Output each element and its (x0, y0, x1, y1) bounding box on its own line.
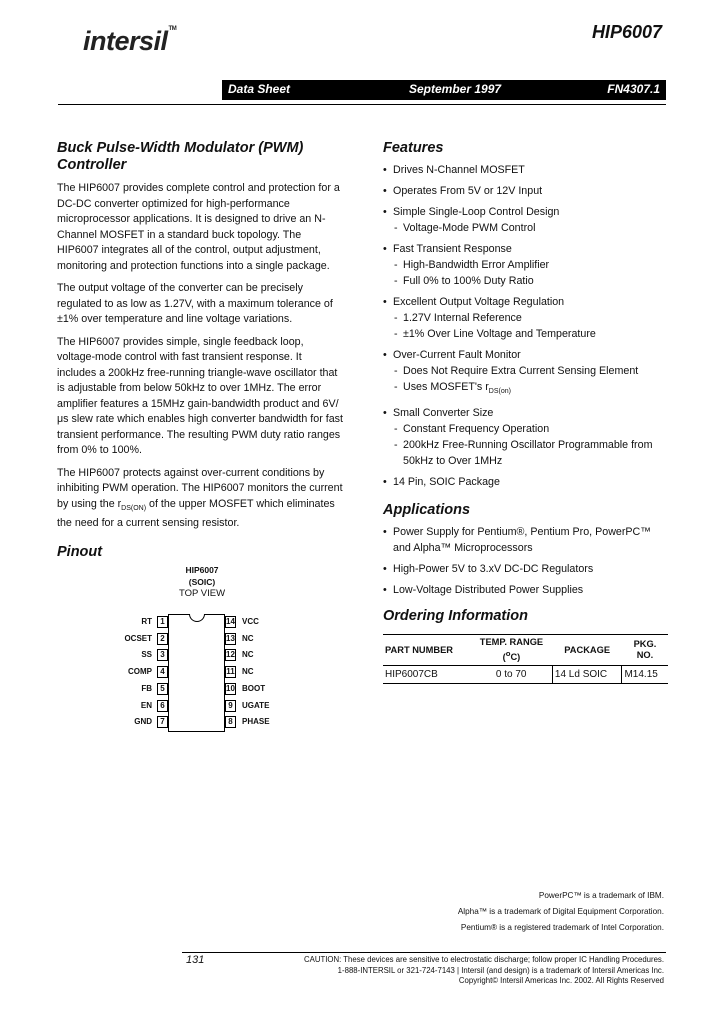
col-temp-range (471, 635, 553, 666)
pin-label: SS (141, 649, 152, 659)
list-item (383, 405, 668, 469)
feature-text: Simple Single-Loop Control Design (393, 206, 560, 218)
table-header-row (383, 635, 668, 666)
pin-label: VCC (242, 616, 259, 626)
paragraph-2: The output voltage of the converter can be precisely regulated to as low as 1.27V, with a maximum tolerance of ±1% over temperature and line voltage variations. (57, 282, 333, 325)
paragraph-4 (57, 466, 343, 532)
data-sheet-label: Data Sheet (228, 82, 291, 96)
pin-row-5 (57, 683, 266, 695)
feature-text: 14 Pin, SOIC Package (393, 476, 500, 489)
pinout-diagram (57, 564, 343, 734)
cell-pkg-no: M14.15 (622, 666, 668, 684)
pkg-label-a: PKG. (633, 639, 657, 650)
feature-subitem: - ±1% Over Line Voltage and Temperature (393, 326, 668, 342)
pin-number: 4 (157, 666, 168, 678)
feature-subitem: - Voltage-Mode PWM Control (393, 220, 668, 236)
list-item: • Power Supply for Pentium®, Pentium Pro, PowerPC™ and Alpha™ Microprocessors (383, 524, 668, 556)
features-list (383, 162, 668, 490)
pin-label: NC (242, 649, 254, 659)
pin-number: 14 (226, 616, 235, 626)
left-column (57, 140, 343, 734)
pin-row-1 (57, 616, 257, 628)
caution-line: CAUTION: These devices are sensitive to electrostatic discharge; follow proper IC Handling Procedures. (304, 955, 664, 964)
pin-label: COMP (128, 666, 152, 676)
pin-number: 13 (226, 633, 235, 643)
applications-heading: Applications (383, 502, 471, 519)
feature-subitem: - 200kHz Free-Running Oscillator Programmable from 50kHz to Over 1MHz (393, 437, 668, 469)
temp-degree: o (505, 649, 511, 659)
pin-label: NC (242, 666, 254, 676)
pin-label: UGATE (242, 700, 270, 710)
pin-row-2 (57, 633, 257, 645)
pin-row-7 (57, 716, 270, 728)
cell-temp: 0 to 70 (471, 666, 553, 684)
list-item: • Low-Voltage Distributed Power Supplies (383, 582, 668, 598)
pin-label: GND (134, 716, 152, 726)
feature-text: Operates From 5V or 12V Input (393, 185, 543, 197)
list-item (383, 183, 668, 199)
cell-part: HIP6007CB (383, 666, 471, 684)
cell-package: 14 Ld SOIC (552, 666, 622, 684)
col-package: PACKAGE (552, 635, 622, 666)
chip-package: (SOIC) (188, 576, 216, 587)
feature-subitem: - Constant Frequency Operation (393, 421, 668, 437)
col-pkg-no (622, 635, 668, 666)
chip-view: TOP VIEW (178, 587, 226, 599)
logo-text: intersil (83, 26, 168, 56)
feature-text: Small Converter Size (393, 407, 494, 420)
list-item (383, 162, 668, 178)
pin-label: RT (141, 616, 152, 626)
footer-divider (182, 952, 666, 953)
pin-label: EN (140, 700, 152, 710)
header-bar (222, 80, 666, 100)
page-number: 131 (186, 954, 205, 966)
list-item: • High-Power 5V to 3.xV DC-DC Regulators (383, 561, 668, 577)
pin-number: 1 (157, 616, 168, 628)
feature-subitem-text: Uses MOSFET's r (403, 381, 489, 393)
pin-label: PHASE (242, 716, 270, 726)
pin-number: 3 (157, 649, 168, 661)
feature-subitem-sub: DS(on) (488, 388, 511, 396)
pin-number: 5 (157, 683, 168, 695)
para4-sub: DS(ON) (121, 504, 147, 512)
list-item (383, 241, 668, 289)
chip-name: HIP6007 (185, 564, 219, 575)
pin-number: 7 (157, 716, 168, 728)
pkg-label-b: NO. (636, 650, 654, 661)
list-item (383, 474, 668, 490)
pin-number: 12 (226, 649, 235, 659)
caution-notice (304, 955, 664, 987)
feature-text: Over-Current Fault Monitor (393, 349, 521, 361)
trademark-line: Alpha™ is a trademark of Digital Equipment Corporation. (457, 907, 664, 916)
trademark-line: PowerPC™ is a trademark of IBM. (538, 891, 664, 900)
feature-subitem: - Full 0% to 100% Duty Ratio (393, 273, 668, 289)
date-label: September 1997 (409, 82, 502, 96)
ordering-heading: Ordering Information (383, 608, 528, 625)
pin-number: 9 (225, 700, 236, 712)
feature-text: Fast Transient Response (393, 243, 512, 255)
pin-label: BOOT (242, 683, 266, 693)
pin-number: 8 (225, 716, 236, 728)
pin-number: 10 (226, 683, 235, 693)
ordering-table (383, 634, 668, 684)
paragraph-3: The HIP6007 provides simple, single feedback loop, voltage-mode control with fast transient response. It includes a 200kHz free-running triangle-wave oscillator that is adjustable from below 50kHz to over 1MHz. The error amplifier features a 15MHz gain-bandwidth product and 6V/μs slew rate which enables high converter bandwidth for fast transient performance. The resulting PWM duty ratio ranges from 0% to 100%. (57, 335, 343, 456)
list-item (383, 204, 668, 236)
fn-number: FN4307.1 (607, 82, 660, 96)
feature-text: Drives N-Channel MOSFET (393, 164, 525, 176)
trademark-notes (458, 888, 664, 936)
feature-subitem: - 1.27V Internal Reference (393, 310, 668, 326)
pin-number: 11 (226, 666, 235, 676)
pinout-heading: Pinout (57, 543, 103, 560)
pin-row-4 (57, 666, 257, 678)
applications-list (383, 524, 668, 598)
feature-subitem: - High-Bandwidth Error Amplifier (393, 257, 668, 273)
feature-subitem (393, 379, 668, 400)
pin-label: FB (141, 683, 152, 693)
pin-label: NC (242, 633, 254, 643)
feature-text: Excellent Output Voltage Regulation (393, 296, 565, 308)
feature-subitem: - Does Not Require Extra Current Sensing Element (393, 363, 668, 379)
col-part-number: PART NUMBER (383, 635, 471, 666)
header-divider (58, 104, 666, 105)
pin-number: 2 (157, 633, 168, 645)
pin-row-6 (57, 700, 270, 712)
title-line-2: Controller (57, 157, 127, 173)
para4-text-b: of the upper MOSFET which eliminates the need for a current sensing resistor. (57, 497, 335, 530)
paragraph-1: The HIP6007 provides complete control and protection for a DC-DC converter optimized for high-performance microprocessor applications. It is designed to drive an N-Channel MOSFET in a standard buck topology. The HIP6007 integrates all of the control, output adjustment, monitoring and protection functions into a single package. (57, 182, 340, 272)
doc-title (57, 140, 343, 174)
table-row (383, 666, 668, 684)
logo-tm: TM (168, 26, 177, 32)
temp-paren: ( (502, 652, 506, 663)
list-item (383, 347, 668, 400)
title-line-1: Buck Pulse-Width Modulator (PWM) (57, 140, 304, 156)
para4-text-a: The HIP6007 protects against over-current conditions by inhibiting PWM operation. The HIP6007 monitors the current by using the r (57, 466, 343, 510)
intersil-logo (83, 26, 176, 57)
pin-row-3 (57, 649, 257, 661)
trademark-line: Pentium® is a registered trademark of Intel Corporation. (460, 923, 664, 932)
right-column (383, 140, 668, 684)
part-number-title: HIP6007 (591, 22, 662, 42)
features-heading: Features (383, 140, 444, 156)
caution-line: 1-888-INTERSIL or 321-724-7143 | Intersil (and design) is a trademark of Intersil Americas Inc. (337, 965, 664, 975)
pin-label: OCSET (124, 633, 152, 643)
caution-line: Copyright© Intersil Americas Inc. 2002. All Rights Reserved (458, 976, 664, 985)
list-item (383, 294, 668, 342)
temp-label: TEMP. RANGE (479, 637, 544, 648)
pin-number: 6 (157, 700, 168, 712)
temp-unit: C) (510, 652, 521, 663)
